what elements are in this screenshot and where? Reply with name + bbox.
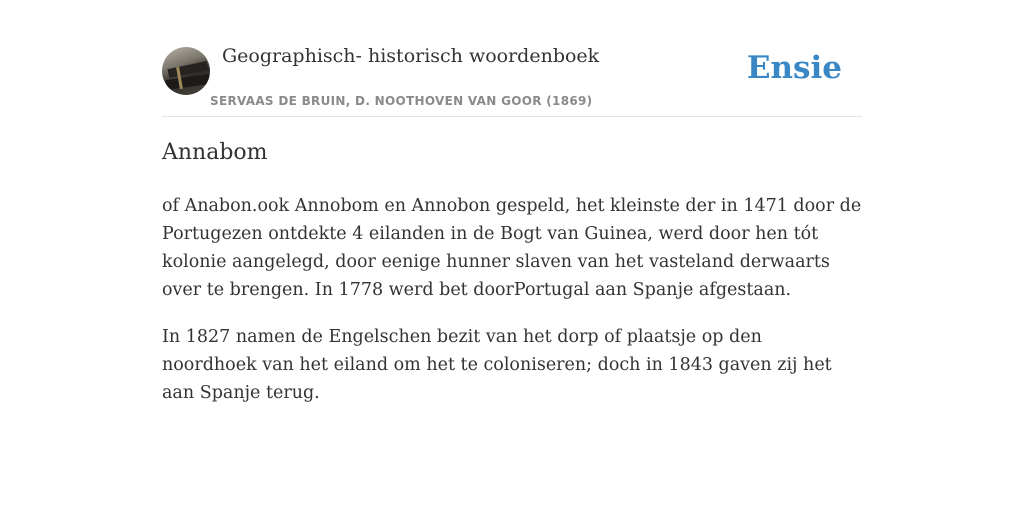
dictionary-author: SERVAAS DE BRUIN, D. NOOTHOVEN VAN GOOR (1869) [210,94,593,108]
dictionary-header [162,0,862,117]
page [162,0,862,403]
entry-paragraph: In 1827 namen de Engelschen bezit van het dorp of plaatsje op den noordhoek van het eiland om het te coloniseren; doch in 1843 gaven zij het aan Spanje terug. [162,327,832,403]
ensie-logo-link[interactable]: Ensie [746,50,842,86]
dictionary-avatar[interactable] [162,47,210,95]
entry-body [162,192,862,426]
entry-title: Annabom [162,140,268,165]
dictionary-title[interactable]: Geographisch- historisch woordenboek [222,45,600,67]
entry-paragraph: of Anabon.ook Annobom en Annobon gespeld, het kleinste der in 1471 door de Portugezen ontdekte 4 eilanden in de Bogt van Guinea, werd door hen tót kolonie aangelegd, door eenige hunner slaven van het vasteland derwaarts over te brengen. In 1778 werd bet doorPortugal aan Spanje afgestaan. [162,196,862,300]
